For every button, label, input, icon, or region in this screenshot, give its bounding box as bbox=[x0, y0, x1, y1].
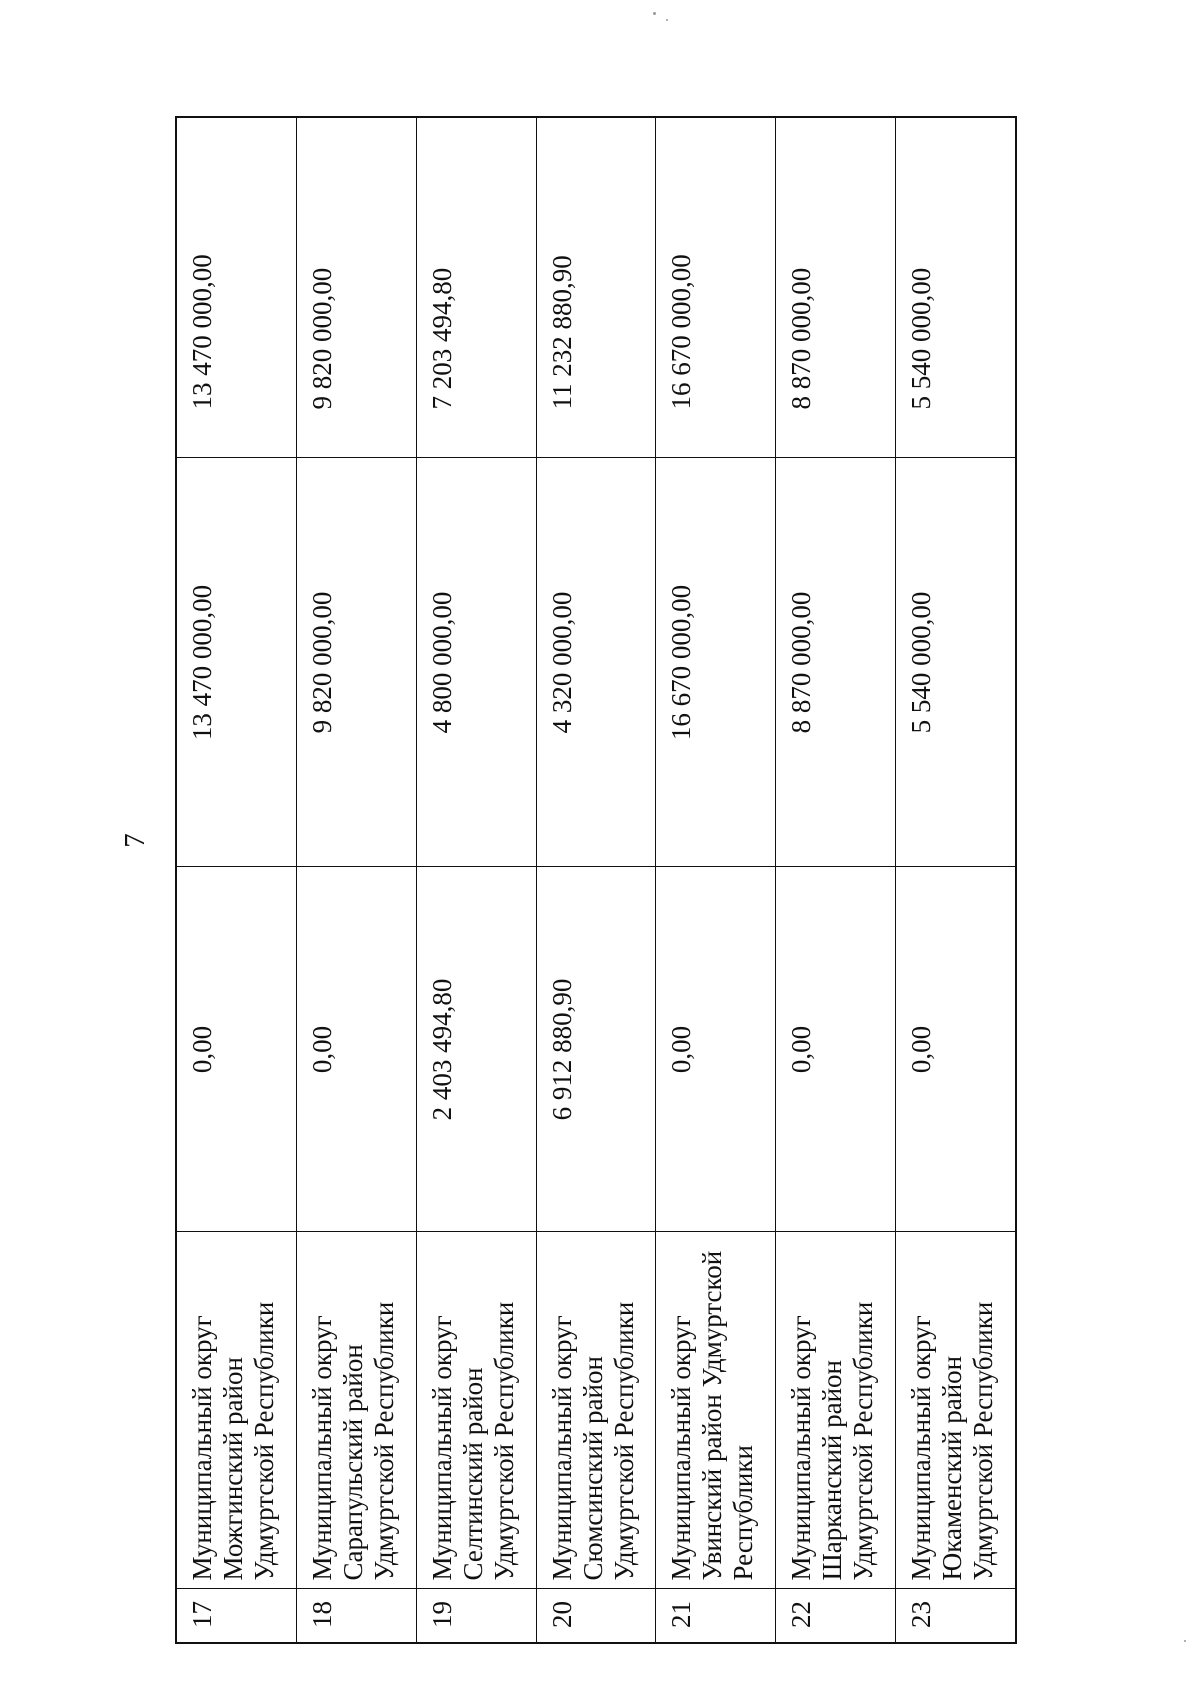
municipality-name: Муниципальный округ Юкаменский район Удмуртской Республики bbox=[896, 1232, 1016, 1589]
municipality-name: Муниципальный округ Сюмсинский район Удмуртской Республики bbox=[536, 1232, 656, 1589]
municipality-name: Муниципальный округ Сарапульский район Удмуртской Республики bbox=[296, 1232, 416, 1589]
table-row bbox=[536, 117, 656, 1643]
table-row bbox=[296, 117, 416, 1643]
allocation-table-container bbox=[175, 118, 1017, 1644]
amount-cell-1: 0,00 bbox=[896, 867, 1016, 1232]
row-number: 17 bbox=[176, 1589, 296, 1643]
row-number: 20 bbox=[536, 1589, 656, 1643]
municipality-name: Муниципальный округ Увинский район Удмуртской Республики bbox=[656, 1232, 776, 1589]
scan-speck bbox=[666, 19, 668, 21]
allocation-table bbox=[175, 116, 1017, 1644]
amount-cell-1: 0,00 bbox=[296, 867, 416, 1232]
amount-cell-2: 5 540 000,00 bbox=[896, 458, 1016, 867]
amount-cell-1: 6 912 880,90 bbox=[536, 867, 656, 1232]
amount-cell-2: 4 320 000,00 bbox=[536, 458, 656, 867]
table-row bbox=[896, 117, 1016, 1643]
row-number: 21 bbox=[656, 1589, 776, 1643]
amount-cell-1: 0,00 bbox=[176, 867, 296, 1232]
row-number: 19 bbox=[416, 1589, 536, 1643]
municipality-name: Муниципальный округ Шарканский район Удмуртской Республики bbox=[776, 1232, 896, 1589]
row-number: 18 bbox=[296, 1589, 416, 1643]
scan-speck bbox=[1184, 1640, 1186, 1642]
amount-cell-2: 4 800 000,00 bbox=[416, 458, 536, 867]
amount-cell-3: 7 203 494,80 bbox=[416, 117, 536, 458]
amount-cell-1: 0,00 bbox=[656, 867, 776, 1232]
amount-cell-1: 0,00 bbox=[776, 867, 896, 1232]
amount-cell-3: 8 870 000,00 bbox=[776, 117, 896, 458]
amount-cell-3: 9 820 000,00 bbox=[296, 117, 416, 458]
row-number: 22 bbox=[776, 1589, 896, 1643]
table-row bbox=[416, 117, 536, 1643]
page-number: 7 bbox=[118, 833, 151, 848]
amount-cell-3: 16 670 000,00 bbox=[656, 117, 776, 458]
scan-speck bbox=[653, 12, 656, 15]
row-number: 23 bbox=[896, 1589, 1016, 1643]
amount-cell-3: 13 470 000,00 bbox=[176, 117, 296, 458]
amount-cell-3: 5 540 000,00 bbox=[896, 117, 1016, 458]
amount-cell-2: 13 470 000,00 bbox=[176, 458, 296, 867]
table-row bbox=[176, 117, 296, 1643]
amount-cell-2: 9 820 000,00 bbox=[296, 458, 416, 867]
amount-cell-2: 16 670 000,00 bbox=[656, 458, 776, 867]
amount-cell-2: 8 870 000,00 bbox=[776, 458, 896, 867]
amount-cell-1: 2 403 494,80 bbox=[416, 867, 536, 1232]
amount-cell-3: 11 232 880,90 bbox=[536, 117, 656, 458]
table-row bbox=[776, 117, 896, 1643]
table-row bbox=[656, 117, 776, 1643]
municipality-name: Муниципальный округ Можгинский район Удмуртской Республики bbox=[176, 1232, 296, 1589]
municipality-name: Муниципальный округ Селтинский район Удмуртской Республики bbox=[416, 1232, 536, 1589]
